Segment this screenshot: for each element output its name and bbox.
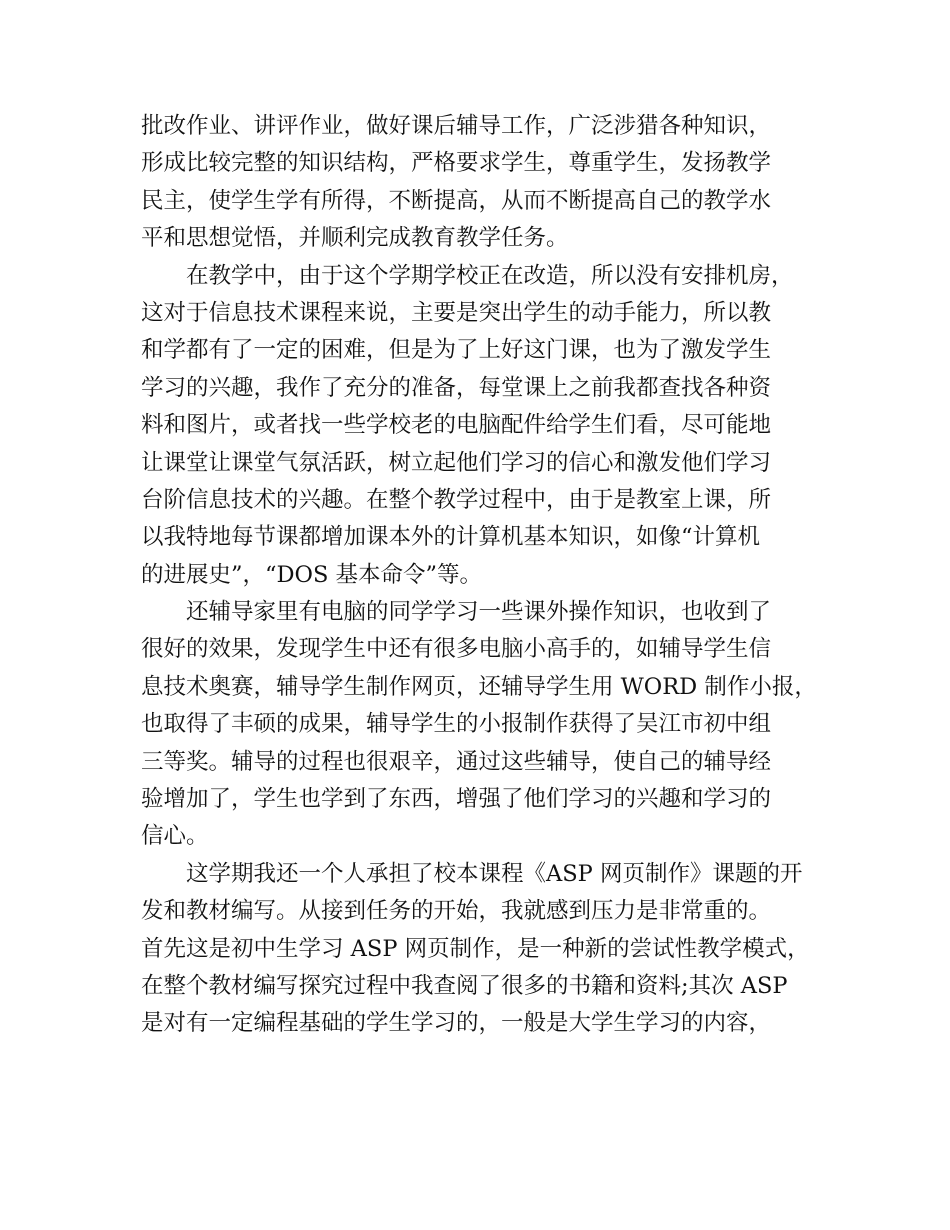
text-line: 首先这是初中生学习 ASP 网页制作，是一种新的尝试性教学模式， [141,935,810,962]
text-line: 是对有一定编程基础的学生学习的，一般是大学生学习的内容， [141,1010,772,1037]
paragraph-4 [141,856,809,1043]
text-line: 验增加了，学生也学到了东西，增强了他们学习的兴趣和学习的 [141,786,772,813]
text-line: 息技术奥赛，辅导学生制作网页，还辅导学生用 WORD 制作小报， [141,673,817,700]
text-line: 和学都有了一定的困难，但是为了上好这门课，也为了激发学生 [141,337,772,364]
text-line: 的进展史”，“DOS 基本命令”等。 [141,561,483,588]
text-line: 让课堂让课堂气氛活跃，树立起他们学习的信心和激发他们学习 [141,449,772,476]
document-body [141,108,817,1043]
paragraph-2 [141,258,809,595]
text-line: 台阶信息技术的兴趣。在整个教学过程中，由于是教室上课，所 [141,486,772,513]
text-line: 很好的效果，发现学生中还有很多电脑小高手的，如辅导学生信 [141,636,772,663]
text-line: 三等奖。辅导的过程也很艰辛，通过这些辅导，使自己的辅导经 [141,748,772,775]
text-line: 这对于信息技术课程来说，主要是突出学生的动手能力，所以教 [141,299,772,326]
text-line: 在整个教材编写探究过程中我查阅了很多的书籍和资料;其次 ASP [141,972,788,999]
text-line: 信心。 [141,823,209,850]
text-line-first: 还辅导家里有电脑的同学学习一些课外操作知识，也收到了 [186,599,772,626]
text-line: 学习的兴趣，我作了充分的准备，每堂课上之前我都查找各种资 [141,374,772,401]
text-line: 也取得了丰硕的成果，辅导学生的小报制作获得了吴江市初中组 [141,711,772,738]
text-line: 发和教材编写。从接到任务的开始，我就感到压力是非常重的。 [141,898,772,925]
text-line: 料和图片，或者找一些学校老的电脑配件给学生们看，尽可能地 [141,412,772,439]
text-line-first: 在教学中，由于这个学期学校正在改造，所以没有安排机房， [186,262,794,289]
text-line: 平和思想觉悟，并顺利完成教育教学任务。 [141,225,569,252]
text-line: 形成比较完整的知识结构，严格要求学生，尊重学生，发扬教学 [141,150,772,177]
paragraph-1 [141,108,809,258]
text-line-first: 这学期我还一个人承担了校本课程《ASP 网页制作》课题的开 [186,860,803,887]
paragraph-3 [141,594,817,856]
text-line: 以我特地每节课都增加课本外的计算机基本知识，如像“计算机 [141,524,761,551]
text-line: 民主，使学生学有所得，不断提高，从而不断提高自己的教学水 [141,187,772,214]
text-line: 批改作业、讲评作业，做好课后辅导工作，广泛涉猎各种知识， [141,113,772,139]
